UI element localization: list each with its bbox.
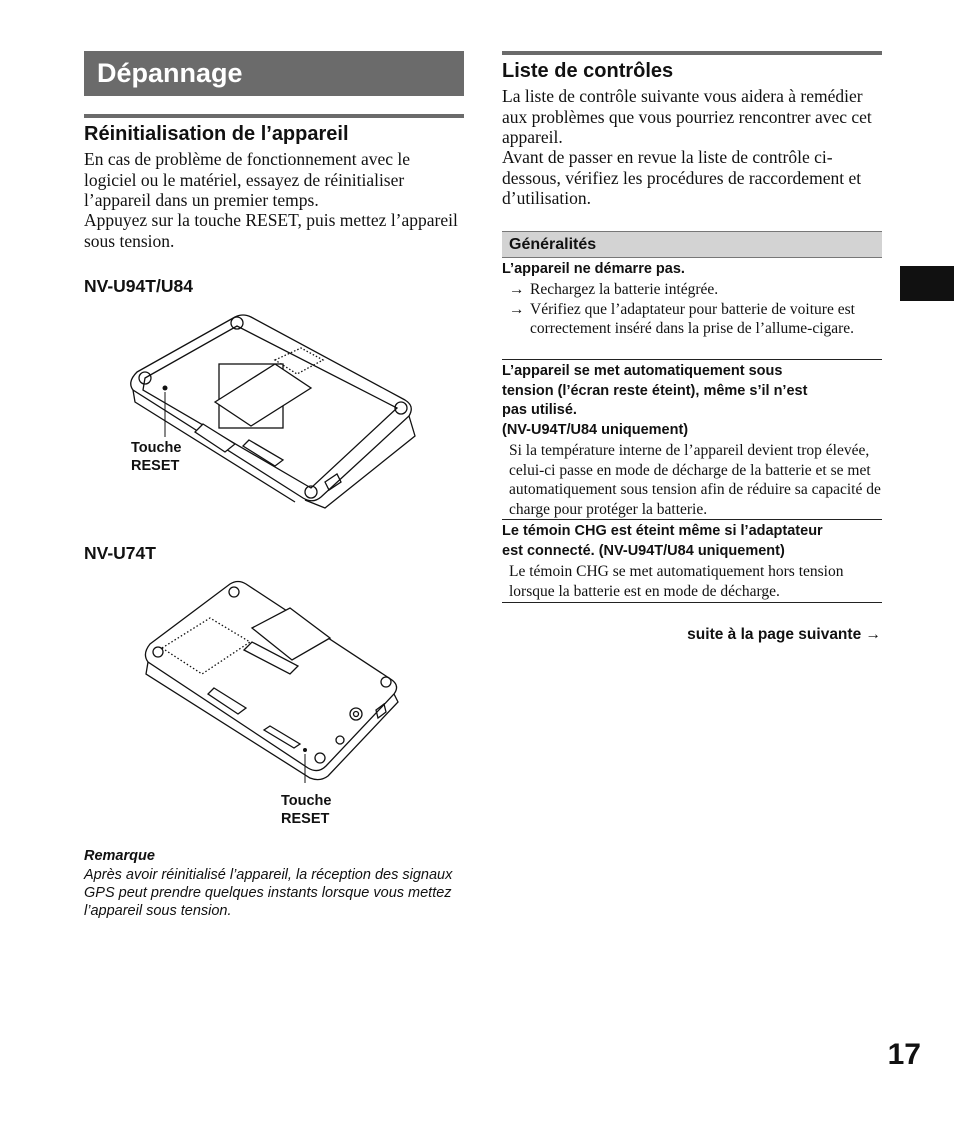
divider [502, 602, 882, 603]
arrow-icon: → [509, 300, 525, 318]
checklist-intro-1: La liste de contrôle suivante vous aidera à remédier aux problèmes que vous pourriez rencontrer avec cet appareil. [502, 86, 872, 147]
trouble-question [502, 362, 882, 440]
section-bar-general: Généralités [502, 231, 882, 258]
model-heading-u74t: NV-U74T [84, 543, 156, 563]
note-body: Après avoir réinitialisé l’appareil, la réception des signaux GPS peut prendre quelques instants lorsque vous mettez l’appareil sous tension. [84, 867, 453, 919]
question-line: pas utilisé. [502, 402, 577, 418]
chapter-tab [900, 266, 954, 301]
answer-text: Vérifiez que l’adaptateur pour batterie de voiture est correctement inséré dans la prise de l’allume-cigare. [530, 300, 855, 337]
reset-hole [163, 386, 168, 391]
arrow-icon: → [509, 281, 525, 298]
divider [502, 519, 882, 520]
question-line: est connecté. (NV-U94T/U84 uniquement) [502, 542, 785, 559]
trouble-answer: Si la température interne de l’appareil devient trop élevée, celui-ci passe en mode de décharge de la batterie et se met automatiquement sous tension afin de réduire sa capacité de charge pour protéger la batterie. [509, 442, 881, 518]
reset-hole [303, 748, 307, 752]
section-title: Dépannage [84, 51, 464, 96]
note-title: Remarque [84, 848, 155, 864]
answer-bullet [509, 280, 884, 300]
heading-rule [84, 114, 464, 118]
checklist-heading: Liste de contrôles [502, 60, 674, 82]
arrow-icon: → [865, 626, 881, 643]
question-line: Le témoin CHG est éteint même si l’adaptateur [502, 523, 823, 539]
trouble-question: L’appareil ne démarre pas. [502, 261, 685, 277]
heading-rule [502, 51, 882, 55]
callout-line-2: RESET [281, 811, 330, 827]
reset-callout-u94t [131, 439, 181, 475]
reset-heading: Réinitialisation de l’appareil [84, 123, 349, 145]
device-illustration-u94t [125, 312, 420, 512]
reset-paragraph-1: En cas de problème de fonctionnement avec le logiciel ou le matériel, essayez de réinitialiser l’appareil dans un premier temps. [84, 149, 411, 210]
reset-callout-u74t [281, 792, 331, 828]
answer-bullet [509, 300, 884, 339]
callout-line-1: Touche [131, 440, 182, 456]
model-heading-u94t: NV-U94T/U84 [84, 276, 193, 296]
question-line: (NV-U94T/U84 uniquement) [502, 421, 689, 438]
device-illustration-u74t [140, 578, 405, 783]
question-line: tension (l’écran reste éteint), même s’il n’est [502, 382, 808, 399]
question-line: L’appareil se met automatiquement sous [502, 363, 783, 379]
continue-text: suite à la page suivante [687, 626, 862, 643]
reset-paragraph-2: Appuyez sur la touche RESET, puis mettez l’appareil sous tension. [84, 210, 458, 251]
checklist-intro-2: Avant de passer en revue la liste de contrôle ci-dessous, vérifiez les procédures de raccordement et d’utilisation. [502, 147, 862, 208]
callout-line-2: RESET [131, 458, 180, 474]
trouble-answer [509, 280, 884, 339]
callout-line-1: Touche [281, 793, 332, 809]
trouble-answer: Le témoin CHG se met automatiquement hors tension lorsque la batterie est en mode de décharge. [509, 563, 844, 600]
continue-link [687, 626, 881, 644]
page-number: 17 [887, 1038, 921, 1071]
answer-text: Rechargez la batterie intégrée. [530, 281, 719, 298]
divider [502, 359, 882, 360]
trouble-question [502, 522, 882, 561]
